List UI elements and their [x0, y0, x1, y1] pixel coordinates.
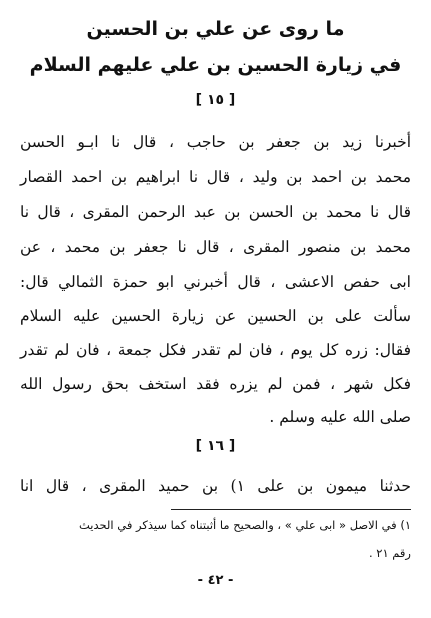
body-line: محمد بن منصور المقرى ، قال نا جعفر بن محمد ، عن — [20, 238, 411, 256]
body-line: محمد بن احمد بن وليد ، قال نا ابراهيم بن احمد القصار — [20, 168, 411, 186]
body-line: أخبرنا زيد بن جعفر بن حاجب ، قال نا ابـو الحسن — [20, 133, 411, 151]
body-line: فقال: زره كل يوم ، فان لم تقدر فكل جمعة ، فان لم تقدر — [20, 341, 411, 359]
body-line: صلى الله عليه وسلم . — [269, 408, 411, 426]
body-line: حدثنا ميمون بن على ١) بن حميد المقرى ، قال انا — [20, 477, 411, 495]
hadith-number-15: [ ١٥ ] — [195, 92, 236, 108]
page-number: - ٤٢ - — [197, 573, 234, 588]
body-line: قال نا محمد بن الحسن بن عبد الرحمن المقرى ، قال نا — [20, 203, 411, 221]
body-line: سألت على بن الحسين عن زيارة الحسين عليه السلام — [20, 307, 411, 325]
footnote-line-2: رقم ٢١ . — [368, 546, 411, 560]
footnote-line-1: ١) في الاصل « ابى علي » ، والصحيح ما أثبتناه كما سيذكر في الحديث — [78, 518, 411, 532]
footnote-divider — [171, 509, 411, 510]
body-line: ابى حفص الاعشى ، قال أخبرني ابو حمزة الثمالي قال: — [20, 273, 411, 291]
body-line: فكل شهر ، فمن لم يزره فقد استخف بحق رسول الله — [20, 375, 411, 393]
chapter-title-line-1: ما روى عن علي بن الحسين — [86, 18, 345, 40]
chapter-title-line-2: في زيارة الحسين بن علي عليهم السلام — [29, 54, 402, 76]
hadith-number-16: [ ١٦ ] — [195, 438, 236, 454]
